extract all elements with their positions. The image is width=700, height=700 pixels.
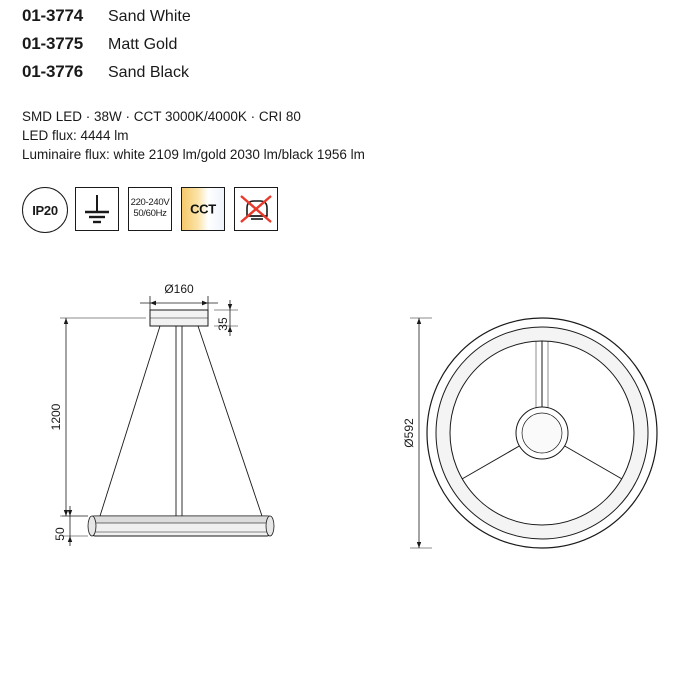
cct-icon xyxy=(181,187,225,231)
voltage-icon xyxy=(128,187,172,231)
product-code-list xyxy=(22,6,191,90)
product-row xyxy=(22,34,191,62)
canopy-height-label: 35 xyxy=(216,317,230,331)
outer-diameter-label: Ø592 xyxy=(402,418,416,448)
voltage-line-1: 220-240V xyxy=(130,197,170,208)
canopy-diameter-label: Ø160 xyxy=(164,282,194,296)
product-finish: Sand White xyxy=(108,8,191,25)
product-finish: Sand Black xyxy=(108,64,189,81)
product-row xyxy=(22,6,191,34)
technical-drawings xyxy=(0,248,700,700)
front-elevation-drawing xyxy=(49,282,274,546)
suspension-length-label: 1200 xyxy=(49,403,63,431)
ring-height-label: 50 xyxy=(53,527,67,541)
technical-specifications xyxy=(22,107,365,164)
product-row xyxy=(22,62,191,90)
earth-ground-icon xyxy=(75,187,119,231)
product-code: 01-3775 xyxy=(22,34,83,53)
ip-rating-label: IP20 xyxy=(22,187,68,233)
cct-label: CCT xyxy=(190,201,216,217)
icon-strip xyxy=(22,187,278,231)
spec-line: Luminaire flux: white 2109 lm/gold 2030 lm/black 1956 lm xyxy=(22,147,365,162)
non-dimmable-icon xyxy=(234,187,278,231)
product-code: 01-3776 xyxy=(22,62,83,81)
ip-rating-icon xyxy=(22,187,66,231)
plan-view-drawing xyxy=(402,318,657,548)
product-finish: Matt Gold xyxy=(108,36,178,53)
spec-line: LED flux: 4444 lm xyxy=(22,128,129,143)
voltage-line-2: 50/60Hz xyxy=(133,208,167,219)
product-code: 01-3774 xyxy=(22,6,83,25)
spec-line: SMD LED · 38W · CCT 3000K/4000K · CRI 80 xyxy=(22,109,301,124)
